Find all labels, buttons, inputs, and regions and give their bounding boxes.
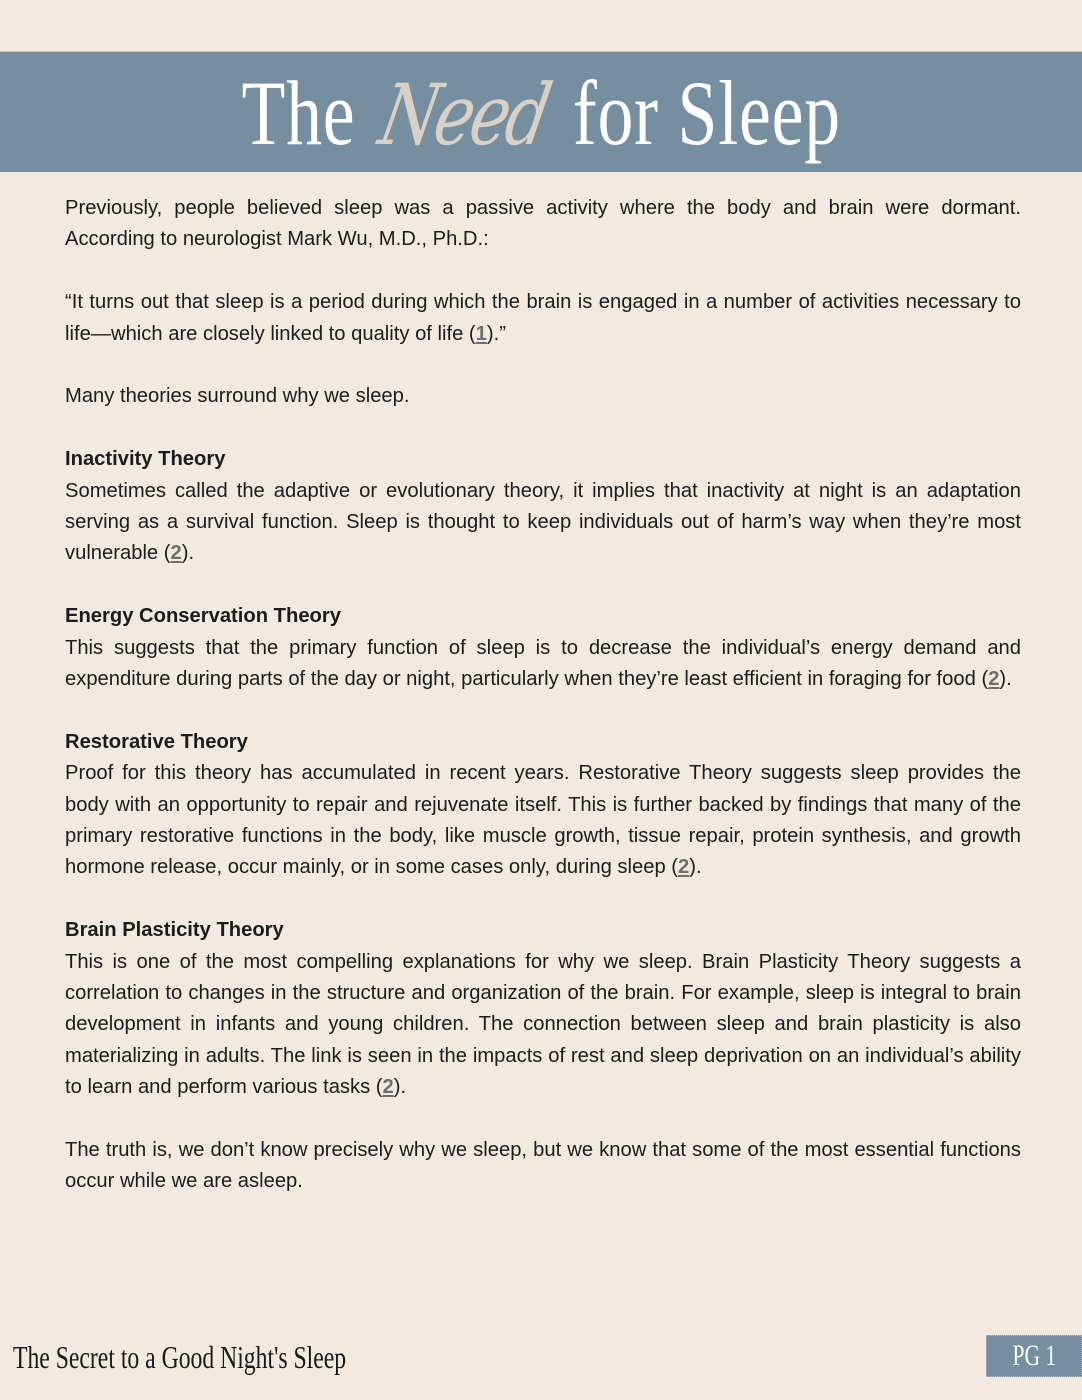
quote-end: ).” [486, 322, 506, 345]
section-body [65, 633, 1021, 696]
citation-link[interactable]: 1 [475, 322, 487, 345]
theories-intro: Many theories surround why we sleep. [65, 385, 410, 408]
section-restorative-theory [65, 727, 1021, 884]
section-text: Proof for this theory has accumulated in recent years. Restorative Theory suggests sleep provides the body with an opportunity to repair and rejuvenate itself. This is further backed by findings that many of the primary restorative functions in the body, like muscle growth, tissue repair, protein synthesis, and growth hormone release, occur mainly, or in some cases only, during sleep ( [65, 762, 1021, 879]
section-brain-plasticity-theory [65, 915, 1021, 1103]
citation-link[interactable]: 2 [382, 1076, 394, 1099]
section-text: Sometimes called the adaptive or evolutionary theory, it implies that inactivity at night is an adaptation serving as a survival function. Sleep is thought to keep individuals out of harm’s way when they’re most vulnerable ( [65, 479, 1021, 565]
section-heading: Energy Conservation Theory [65, 605, 341, 628]
page-number-badge [986, 1335, 1082, 1377]
section-inactivity-theory [65, 444, 1021, 570]
intro-paragraph: Previously, people believed sleep was a passive activity where the body and brain were dormant. According to neurologist Mark Wu, M.D., Ph.D.: [65, 197, 1021, 251]
footer-title: The Secret to a Good Night's Sleep [13, 1339, 347, 1375]
citation-link[interactable]: 2 [678, 856, 690, 879]
quote-text: “It turns out that sleep is a period during which the brain is engaged in a number of activities necessary to life—which are closely linked to quality of life ( [65, 291, 1021, 345]
quote-paragraph [65, 287, 1021, 350]
conclusion-paragraph: The truth is, we don’t know precisely why we sleep, but we know that some of the most essential functions occur while we are asleep. [65, 1139, 1021, 1193]
section-body [65, 758, 1021, 884]
section-body [65, 947, 1021, 1104]
title-script-need: Need [372, 66, 556, 164]
section-heading: Brain Plasticity Theory [65, 919, 284, 942]
title-banner [0, 51, 1082, 172]
title-part-for-sleep: for Sleep [572, 62, 841, 164]
article-body [65, 193, 1021, 1229]
title-part-the: The [241, 62, 356, 164]
section-text-end: ). [181, 542, 195, 565]
section-text-end: ). [393, 1076, 407, 1099]
section-heading: Restorative Theory [65, 730, 248, 753]
page-title [241, 62, 841, 164]
citation-link[interactable]: 2 [170, 542, 182, 565]
section-text-end: ). [689, 856, 702, 879]
section-heading: Inactivity Theory [65, 448, 226, 471]
section-energy-conservation-theory [65, 601, 1021, 695]
citation-link[interactable]: 2 [988, 668, 1000, 691]
section-text: This suggests that the primary function of sleep is to decrease the individual’s energy demand and expenditure during parts of the day or night, particularly when they’re least efficient in foraging for food ( [65, 636, 1021, 691]
section-body [65, 476, 1021, 570]
section-text: This is one of the most compelling explanations for why we sleep. Brain Plasticity Theory suggests a correlation to changes in the structure and organization of the brain. For example, sleep is integral to brain development in infants and young children. The connection between sleep and brain plasticity is also materializing in adults. The link is seen in the impacts of rest and sleep deprivation on an individual’s ability to learn and perform various tasks ( [65, 950, 1021, 1099]
section-text-end: ). [999, 668, 1012, 691]
page-number: PG 1 [1012, 1339, 1056, 1372]
